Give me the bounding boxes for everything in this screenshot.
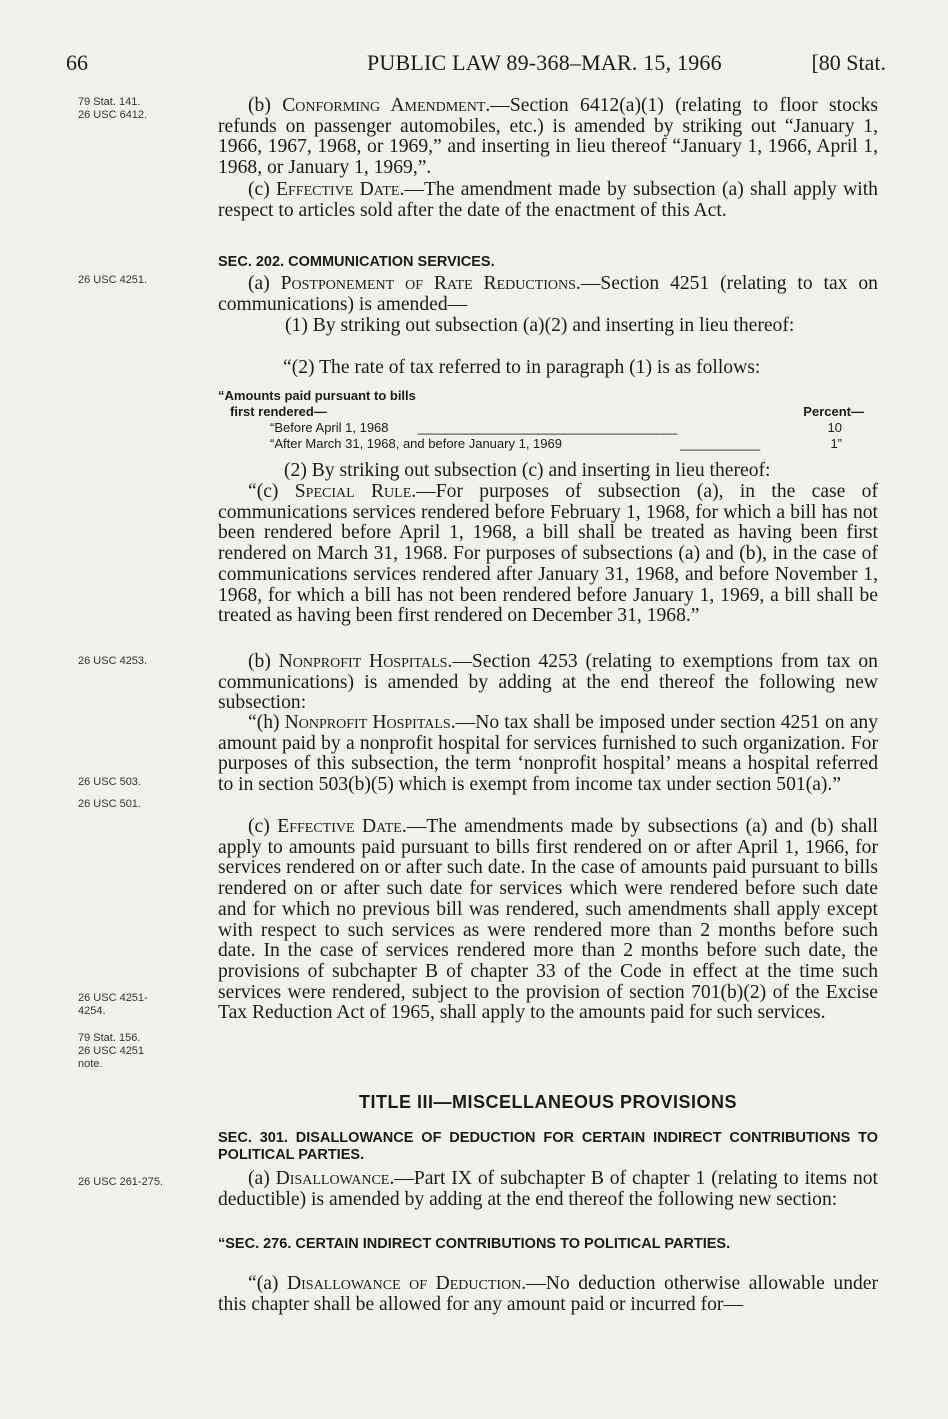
margin-note xyxy=(78,1032,218,1071)
subsection-h-nonprofit: “(h) Nonprofit Hospitals.—No tax shall be imposed under section 4251 on any amount paid by a nonprofit hospital for services furnished to such organization. For purposes of this subsection, the term ‘nonprofit hospital’ means a hospital referred to in section 503(b)(5) which is exempt from income tax under section 501(a).” xyxy=(218,712,878,796)
subsection-b-nonprofit: (b) Nonprofit Hospitals.—Section 4253 (relating to exemptions from tax on communications) is amended by adding at the end thereof the following new subsection: xyxy=(218,651,878,714)
page-title: PUBLIC LAW 89-368–MAR. 15, 1966 xyxy=(367,50,722,75)
margin-note xyxy=(78,274,218,287)
table-header-row: first rendered— Percent— xyxy=(230,404,864,419)
subsection-c-effective: (c) Effective Date.—The amendment made by subsection (a) shall apply with respect to articles sold after the date of the enactment of this Act. xyxy=(218,179,878,221)
margin-note-line: note. xyxy=(78,1058,103,1070)
paragraph-1: (1) By striking out subsection (a)(2) and inserting in lieu thereof: xyxy=(285,315,795,336)
margin-note-line: 26 USC 4251. xyxy=(78,274,148,286)
paragraph-1-quote: “(2) The rate of tax referred to in paragraph (1) is as follows: xyxy=(283,357,761,378)
margin-note-line: 26 USC 6412. xyxy=(78,109,148,121)
subsection-a-276: “(a) Disallowance of Deduction.—No deduction otherwise allowable under this chapter shall be allowed for any amount paid or incurred for— xyxy=(218,1273,879,1315)
margin-note-line: 26 USC 261-275. xyxy=(78,1176,163,1188)
page-number: 66 xyxy=(66,50,88,75)
margin-note-line: 26 USC 4251 xyxy=(78,1045,145,1057)
margin-note-line: 26 USC 501. xyxy=(78,798,141,810)
subsection-c-effective-202: (c) Effective Date.—The amendments made by subsections (a) and (b) shall apply to amounts paid pursuant to bills first rendered on or after April 1, 1966, for services rendered on or after such date. In the case of amounts paid pursuant to bills rendered on or after such date for services which were rendered before such date and for which no previous bill was rendered, such amendments shall apply except with respect to such services as were rendered more than 2 months before such date. In the case of services rendered more than 2 months before such date, the provisions of subchapter B of chapter 33 of the Code in effect at the time such services were rendered, subject to the provision of section 701(b)(2) of the Excise Tax Reduction Act of 1965, shall apply to the amounts paid for such services. xyxy=(218,816,878,1024)
margin-note-line: 26 USC 503. xyxy=(78,776,141,788)
table-row: “Before April 1, 1968 _______________________________________ 10 xyxy=(270,420,842,435)
margin-note-line: 26 USC 4253. xyxy=(78,655,148,667)
stat-reference: [80 Stat. xyxy=(811,50,886,75)
margin-note xyxy=(78,798,218,811)
subsection-b-conforming: (b) Conforming Amendment.—Section 6412(a)(1) (relating to floor stocks refunds on passenger automobiles, etc.) is amended by striking out “January 1, 1966, 1967, 1968, or 1969,” and inserting in lieu thereof “January 1, 1966, April 1, 1968, or January 1, 1969,”. xyxy=(218,95,878,179)
table-header: “Amounts paid pursuant to bills xyxy=(218,388,416,403)
margin-note xyxy=(78,992,218,1018)
section-heading-276: “SEC. 276. CERTAIN INDIRECT CONTRIBUTIONS TO POLITICAL PARTIES. xyxy=(218,1236,731,1252)
subsection-a-disallowance: (a) Disallowance.—Part IX of subchapter B of chapter 1 (relating to items not deductible) is amended by adding at the end thereof the following new section: xyxy=(218,1168,878,1210)
margin-note-line: 79 Stat. 156. xyxy=(78,1032,141,1044)
margin-note xyxy=(78,1176,218,1189)
special-rule: “(c) Special Rule.—For purposes of subsection (a), in the case of communications services rendered before February 1, 1968, for which a bill has not been rendered before April 1, 1968, a bill shall be treated as having been first rendered on March 31, 1968. For purposes of subsections (a) and (b), in the case of communications services rendered after January 31, 1968, and before November 1, 1968, for which a bill has not been rendered before January 1, 1969, a bill shall be treated as having been first rendered on December 31, 1968.” xyxy=(218,481,878,627)
title-iii-heading: TITLE III—MISCELLANEOUS PROVISIONS xyxy=(358,1092,738,1112)
margin-note xyxy=(78,776,218,789)
section-heading-202: SEC. 202. COMMUNICATION SERVICES. xyxy=(218,254,495,270)
rate-table xyxy=(218,388,878,452)
table-row: “After March 31, 1968, and before January 1, 1969 ____________ 1” xyxy=(270,436,842,451)
section-heading-301: SEC. 301. DISALLOWANCE OF DEDUCTION FOR CERTAIN INDIRECT CONTRIBUTIONS TO POLITICAL PARTIES. xyxy=(218,1130,878,1163)
margin-note-line: 79 Stat. 141. xyxy=(78,96,141,108)
margin-note xyxy=(78,655,218,668)
subsection-a-postponement: (a) Postponement of Rate Reductions.—Section 4251 (relating to tax on communications) is amended— xyxy=(218,273,878,315)
margin-note xyxy=(78,96,218,122)
paragraph-2: (2) By striking out subsection (c) and inserting in lieu thereof: xyxy=(284,460,771,481)
page-header xyxy=(66,50,886,80)
margin-note-line: 4254. xyxy=(78,1005,106,1017)
margin-note-line: 26 USC 4251- xyxy=(78,992,148,1004)
